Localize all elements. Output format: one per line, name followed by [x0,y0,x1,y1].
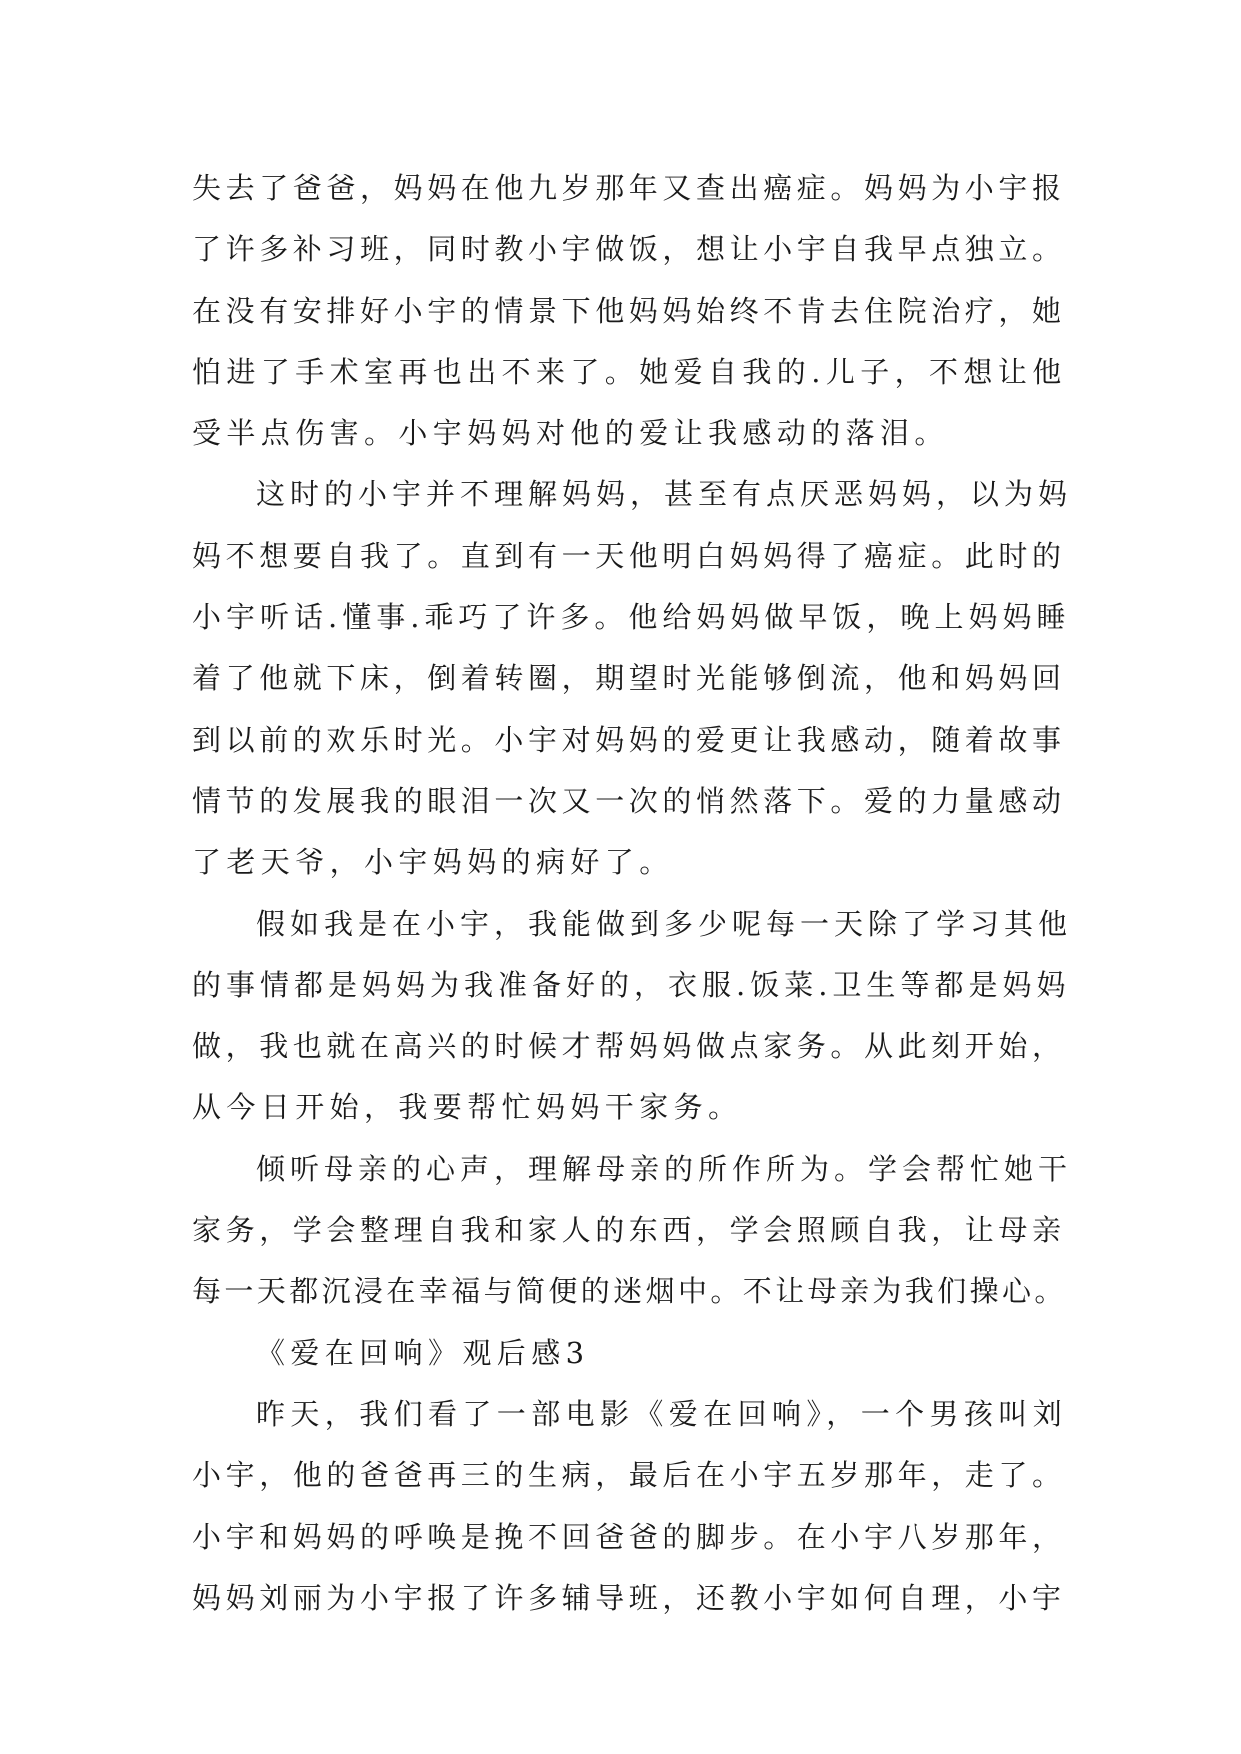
text-line: 了许多补习班，同时教小宇做饭，想让小宇自我早点独立。 [192,232,1066,267]
text-line: 情节的发展我的眼泪一次又一次的悄然落下。爱的力量感动 [192,783,1066,818]
text-line: 妈妈刘丽为小宇报了许多辅导班，还教小宇如何自理，小宇 [192,1580,1066,1615]
text-line: 这时的小宇并不理解妈妈，甚至有点厌恶妈妈，以为妈 [256,477,1073,512]
text-line: 家务，学会整理自我和家人的东西，学会照顾自我，让母亲 [192,1213,1066,1248]
text-line: 小宇，他的爸爸再三的生病，最后在小宇五岁那年，走了。 [192,1458,1066,1493]
text-line: 在没有安排好小宇的情景下他妈妈始终不肯去住院治疗，她 [192,293,1066,328]
text-line: 怕进了手术室再也出不来了。她爱自我的.儿子，不想让他 [192,354,1067,389]
text-line: 假如我是在小宇，我能做到多少呢每一天除了学习其他 [256,906,1073,941]
text-line: 小宇听话.懂事.乖巧了许多。他给妈妈做早饭，晚上妈妈睡 [192,600,1071,635]
text-line: 失去了爸爸，妈妈在他九岁那年又查出癌症。妈妈为小宇报 [192,171,1066,205]
text-line: 每一天都沉浸在幸福与简便的迷烟中。不让母亲为我们操心。 [192,1274,1067,1309]
text-line: 《爱在回响》观后感3 [256,1335,590,1370]
text-line: 小宇和妈妈的呼唤是挽不回爸爸的脚步。在小宇八岁那年， [192,1519,1066,1554]
text-line: 倾听母亲的心声，理解母亲的所作所为。学会帮忙她干 [256,1151,1073,1186]
text-line: 昨天，我们看了一部电影《爱在回响》，一个男孩叫刘 [256,1396,1068,1431]
text-line: 着了他就下床，倒着转圈，期望时光能够倒流，他和妈妈回 [192,661,1066,696]
text-line: 了老天爷，小宇妈妈的病好了。 [192,845,674,880]
text-line: 从今日开始，我要帮忙妈妈干家务。 [192,1090,743,1125]
text-line: 到以前的欢乐时光。小宇对妈妈的爱更让我感动，随着故事 [192,722,1066,757]
text-line: 妈不想要自我了。直到有一天他明白妈妈得了癌症。此时的 [192,538,1066,573]
text-line: 做，我也就在高兴的时候才帮妈妈做点家务。从此刻开始， [192,1029,1066,1064]
document-body [192,158,1072,1629]
text-line: 的事情都是妈妈为我准备好的，衣服.饭菜.卫生等都是妈妈 [192,967,1071,1002]
text-line: 受半点伤害。小宇妈妈对他的爱让我感动的落泪。 [192,416,949,451]
